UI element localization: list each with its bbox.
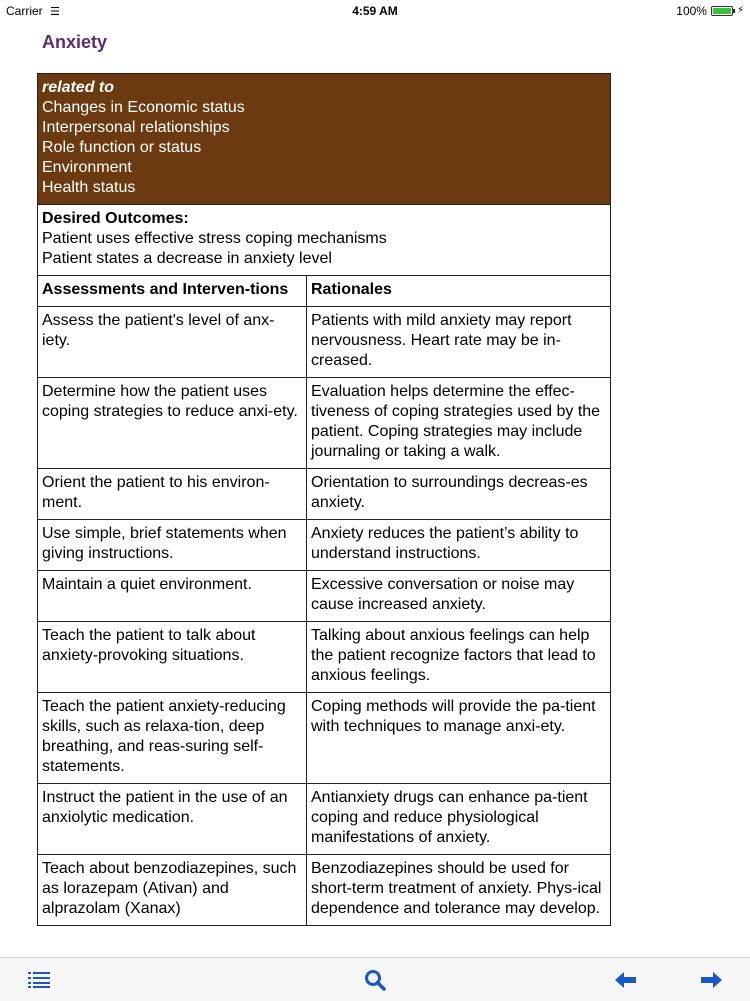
rationale-cell: Anxiety reduces the patient’s ability to understand instructions. [307,520,611,571]
assessment-cell: Use simple, brief statements when giving instructions. [38,520,307,571]
assessment-cell: Maintain a quiet environment. [38,571,307,622]
assessment-cell: Determine how the patient uses coping strategies to reduce anxi-ety. [38,378,307,469]
back-button[interactable] [612,966,640,994]
battery-icon [711,6,733,16]
related-item: Interpersonal relationships [42,119,230,136]
list-icon [28,971,50,989]
search-icon [364,969,386,991]
care-plan-table [37,73,611,926]
related-heading: related to [42,79,115,96]
table-row [38,571,611,622]
outcomes-heading: Desired Outcomes: [42,210,189,227]
bottom-toolbar [0,957,750,1001]
table-row [38,855,611,926]
related-item: Health status [42,179,136,196]
related-to-row [38,74,611,205]
table-row [38,469,611,520]
forward-button[interactable] [697,966,725,994]
rationale-cell: Coping methods will provide the pa-tient with techniques to manage anxi-ety. [307,693,611,784]
wifi-icon: ☰ [50,6,60,18]
arrow-right-icon [700,971,722,989]
column-header-rationales: Rationales [307,276,611,307]
status-bar [0,0,750,22]
outcome-item: Patient uses effective stress coping mechanisms [42,230,387,247]
assessment-cell: Teach the patient to talk about anxiety-provoking situations. [38,622,307,693]
care-plan-content[interactable] [37,73,611,957]
outcome-item: Patient states a decrease in anxiety level [42,250,332,267]
rationale-cell: Evaluation helps determine the effec-tiveness of coping strategies used by the patient. Coping strategies may include journaling or taking a walk. [307,378,611,469]
battery-percent: 100% [676,4,707,18]
page-title: Anxiety [42,32,108,52]
rationale-cell: Orientation to surroundings decreas-es anxiety. [307,469,611,520]
table-row [38,378,611,469]
arrow-left-icon [615,971,637,989]
rationale-cell: Antianxiety drugs can enhance pa-tient coping and reduce physiological manifestations of anxiety. [307,784,611,855]
table-row [38,307,611,378]
column-header-assessments: Assessments and Interven-tions [38,276,307,307]
assessment-cell: Assess the patient's level of anx-iety. [38,307,307,378]
column-header-row [38,276,611,307]
assessment-cell: Teach about benzodiazepines, such as lorazepam (Ativan) and alprazolam (Xanax) [38,855,307,926]
table-row [38,693,611,784]
assessment-cell: Orient the patient to his environ-ment. [38,469,307,520]
carrier-label: Carrier [6,4,43,18]
related-item: Role function or status [42,139,202,156]
related-item: Changes in Economic status [42,99,245,116]
rationale-cell: Talking about anxious feelings can help the patient recognize factors that lead to anxious feelings. [307,622,611,693]
status-time: 4:59 AM [352,4,398,18]
table-row [38,520,611,571]
rationale-cell: Patients with mild anxiety may report nervousness. Heart rate may be in-creased. [307,307,611,378]
rationale-cell: Excessive conversation or noise may cause increased anxiety. [307,571,611,622]
assessment-cell: Instruct the patient in the use of an anxiolytic medication. [38,784,307,855]
desired-outcomes-row [38,205,611,276]
search-button[interactable] [361,966,389,994]
assessment-cell: Teach the patient anxiety-reducing skills, such as relaxa-tion, deep breathing, and reas-suring self-statements. [38,693,307,784]
rationale-cell: Benzodiazepines should be used for short-term treatment of anxiety. Phys-ical dependence and tolerance may develop. [307,855,611,926]
related-item: Environment [42,159,132,176]
table-row [38,784,611,855]
charging-icon: ⚡ [736,5,744,16]
table-row [38,622,611,693]
list-button[interactable] [25,966,53,994]
